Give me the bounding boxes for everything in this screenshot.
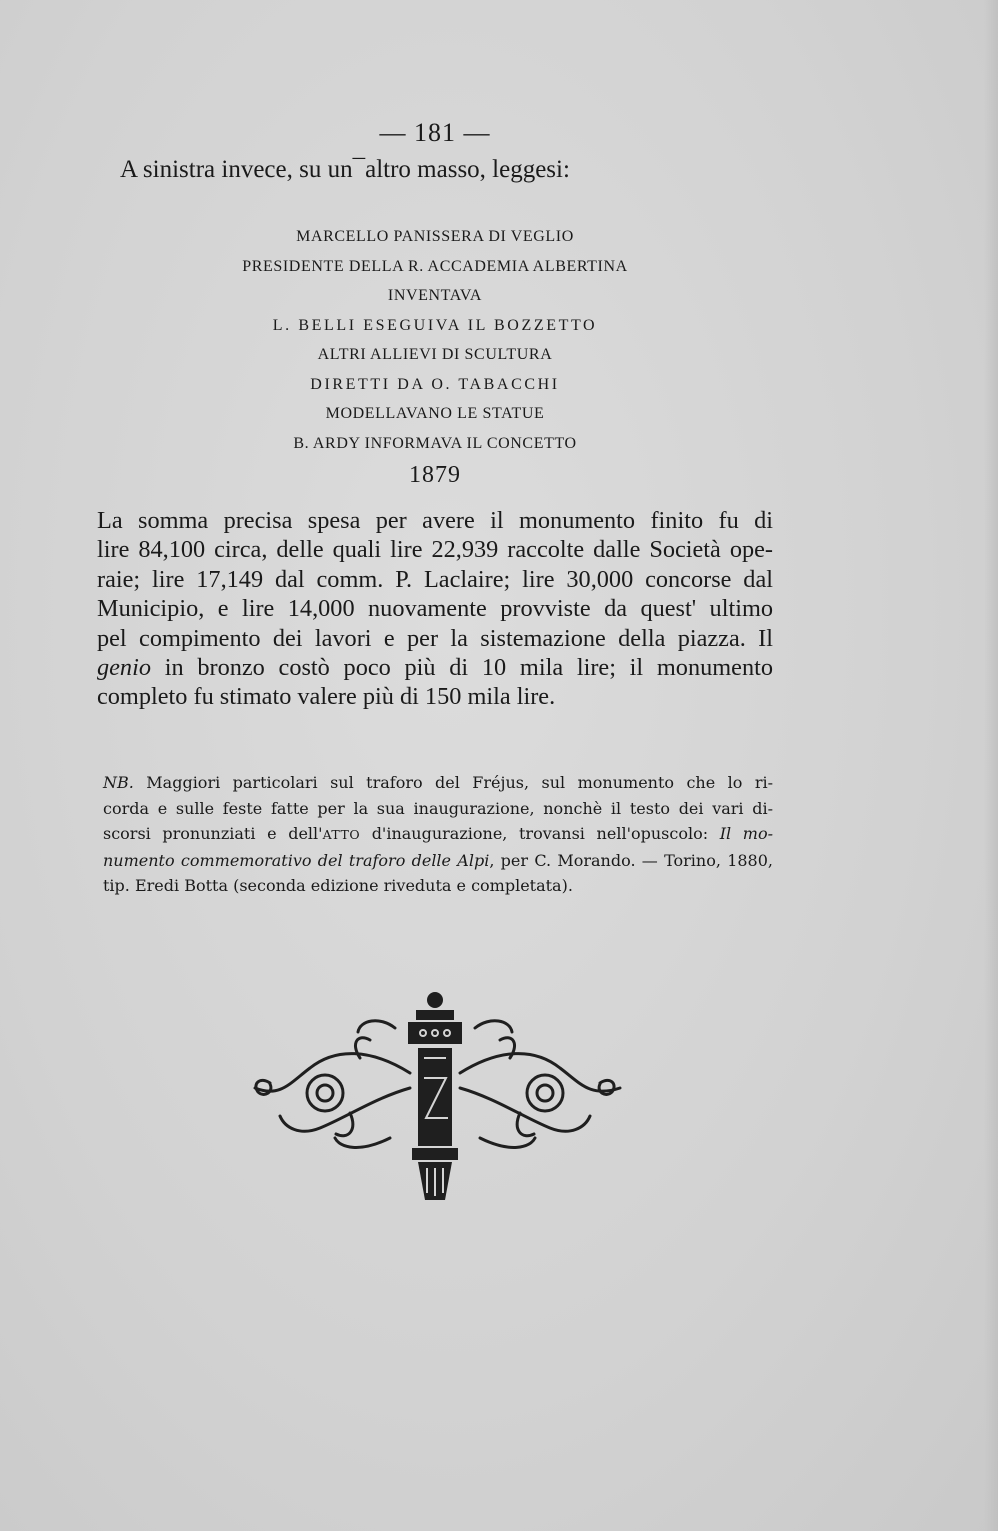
inscription-line: MARCELLO PANISSERA DI VEGLIO: [296, 228, 574, 245]
monument-inscription: [100, 222, 770, 492]
intro-sentence: A sinistra invece, su un¯altro masso, leggesi:: [120, 156, 570, 183]
inscription-line: B. ARDY INFORMAVA IL CONCETTO: [293, 434, 577, 452]
inscription-line: INVENTAVA: [387, 287, 483, 304]
nb-label: NB.: [103, 773, 134, 792]
footnote-line: [103, 848, 773, 874]
inscription-line: PRESIDENTE DELLA R. ACCADEMIA ALBERTINA: [242, 257, 628, 275]
footnote-line: [103, 770, 773, 796]
footnote-line: corda e sulle feste fatte per la sua inaugurazione, nonchè il testo dei vari di-: [103, 798, 773, 818]
paragraph-line: Municipio, e lire 14,000 nuovamente provviste da quest' ultimo: [97, 595, 773, 623]
paragraph-line: raie; lire 17,149 dal comm. P. Laclaire; lire 30,000 concorse dal: [97, 565, 773, 593]
paragraph-line: La somma precisa spesa per avere il monumento finito fu di: [97, 507, 773, 534]
page-number: — 181 —: [379, 118, 491, 147]
inscription-line: MODELLAVANO LE STATUE: [325, 405, 545, 422]
atto-smallcaps: ATTO: [322, 827, 361, 842]
inscription-line: DIRETTI DA O. TABACCHI: [310, 375, 560, 393]
paragraph-line-text: in bronzo costò poco più di 10 mila lire; il monumento: [150, 654, 773, 682]
page-edge-shadow: [984, 0, 998, 1531]
footnote-text: d'inaugurazione, trovansi nell'opuscolo:: [360, 824, 720, 843]
paragraph-line: pel compimento dei lavori e per la sistemazione della piazza. Il: [97, 624, 773, 652]
paragraph-line: completo fu stimato valere più di 150 mila lire.: [97, 683, 556, 711]
paragraph-line: [97, 653, 773, 682]
decorative-vignette-icon: [240, 988, 630, 1210]
genio-word: genio: [97, 654, 151, 682]
book-title: Il mo-: [719, 824, 773, 843]
inscription-year: 1879: [409, 462, 461, 488]
footnote-text: , per C. Morando. — Torino, 1880,: [489, 850, 774, 870]
book-title: numento commemorativo del traforo delle Alpi: [103, 850, 490, 870]
paragraph-line: lire 84,100 circa, delle quali lire 22,939 raccolte dalle Società ope-: [97, 536, 773, 564]
footnote-text: scorsi pronunziati e dell': [103, 824, 323, 843]
inscription-line: L. BELLI ESEGUIVA IL BOZZETTO: [272, 316, 598, 334]
footnote: [103, 770, 773, 899]
footnote-line: [103, 821, 773, 848]
footnote-line: tip. Eredi Botta (seconda edizione riveduta e completata).: [103, 876, 573, 895]
inscription-line: ALTRI ALLIEVI DI SCULTURA: [317, 346, 553, 363]
footnote-text: Maggiori particolari sul traforo del Fréjus, sul monumento che lo ri-: [133, 773, 773, 792]
cost-paragraph: [97, 506, 773, 712]
